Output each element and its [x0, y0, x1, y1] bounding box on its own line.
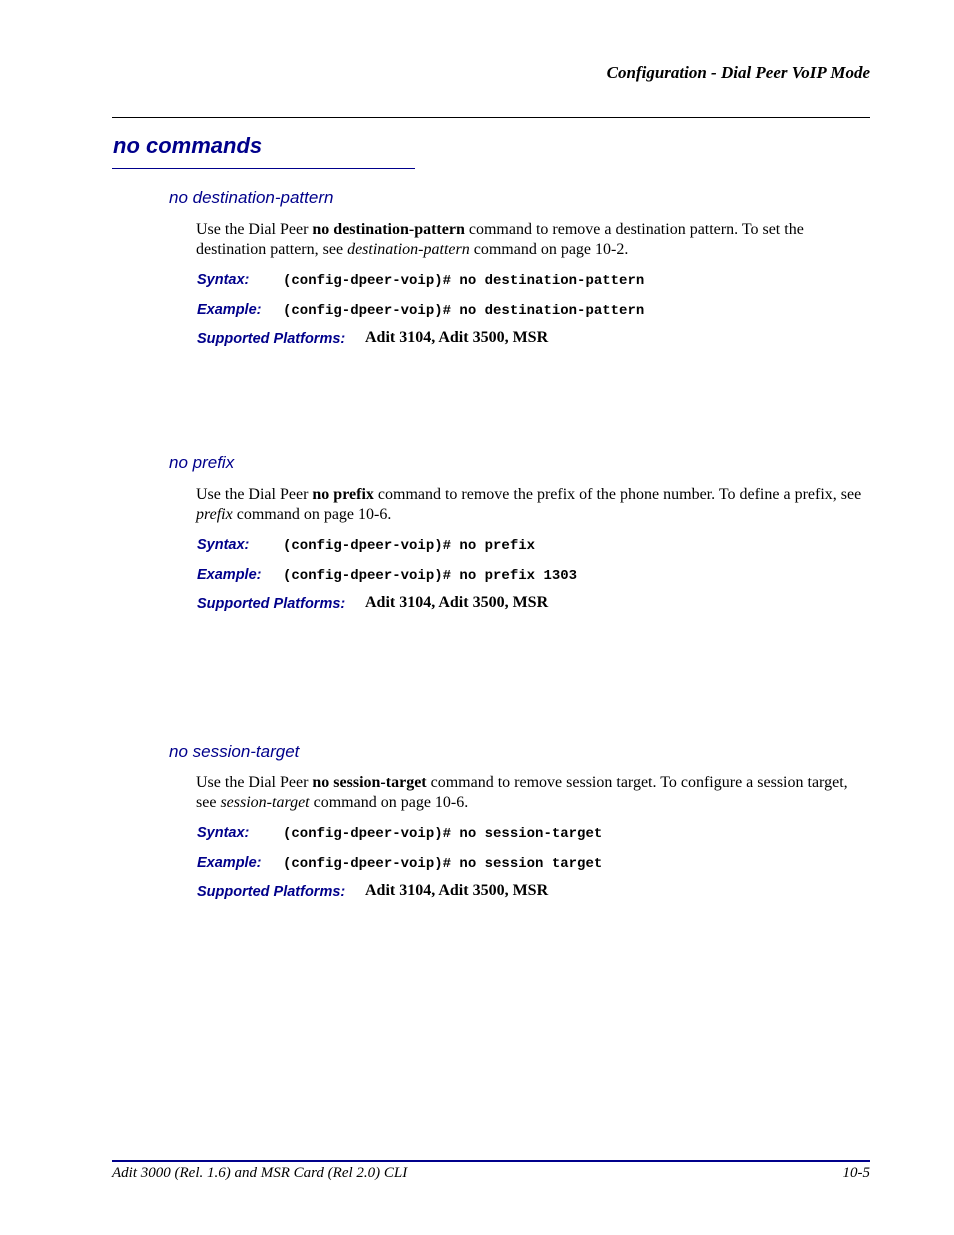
command-description: Use the Dial Peer no session-target command to remove session target. To configure a session target, see session-target command on page 10-6.	[196, 774, 848, 811]
section-rule	[112, 168, 415, 169]
syntax-label: Syntax:	[197, 537, 250, 553]
platforms-value: Adit 3104, Adit 3500, MSR	[365, 329, 549, 346]
running-header: Configuration - Dial Peer VoIP Mode	[606, 63, 870, 82]
command-title: no session-target	[169, 742, 300, 761]
syntax-label: Syntax:	[197, 272, 250, 288]
syntax-code: (config-dpeer-voip)# no destination-pattern	[283, 273, 645, 289]
command-title: no destination-pattern	[169, 188, 334, 207]
platforms-label: Supported Platforms:	[197, 884, 346, 900]
syntax-code: (config-dpeer-voip)# no session-target	[283, 826, 603, 842]
platforms-value: Adit 3104, Adit 3500, MSR	[365, 594, 549, 611]
example-code: (config-dpeer-voip)# no destination-pattern	[283, 303, 645, 319]
example-label: Example:	[197, 302, 262, 318]
platforms-label: Supported Platforms:	[197, 596, 346, 612]
platforms-label: Supported Platforms:	[197, 331, 346, 347]
command-title: no prefix	[169, 453, 235, 472]
header-rule	[112, 117, 870, 118]
footer-rule	[112, 1160, 870, 1162]
example-code: (config-dpeer-voip)# no prefix 1303	[283, 568, 578, 584]
example-code: (config-dpeer-voip)# no session target	[283, 856, 603, 872]
syntax-label: Syntax:	[197, 825, 250, 841]
syntax-code: (config-dpeer-voip)# no prefix	[283, 538, 536, 554]
command-description: Use the Dial Peer no prefix command to remove the prefix of the phone number. To define a prefix, see prefix command on page 10-6.	[196, 486, 862, 523]
footer-page-number: 10-5	[842, 1165, 870, 1181]
footer-doc-title: Adit 3000 (Rel. 1.6) and MSR Card (Rel 2.0) CLI	[112, 1165, 408, 1181]
command-description: Use the Dial Peer no destination-pattern command to remove a destination pattern. To set the destination pattern, see destination-pattern command on page 10-2.	[196, 221, 804, 258]
example-label: Example:	[197, 567, 262, 583]
platforms-value: Adit 3104, Adit 3500, MSR	[365, 882, 549, 899]
example-label: Example:	[197, 855, 262, 871]
section-title: no commands	[113, 133, 263, 158]
